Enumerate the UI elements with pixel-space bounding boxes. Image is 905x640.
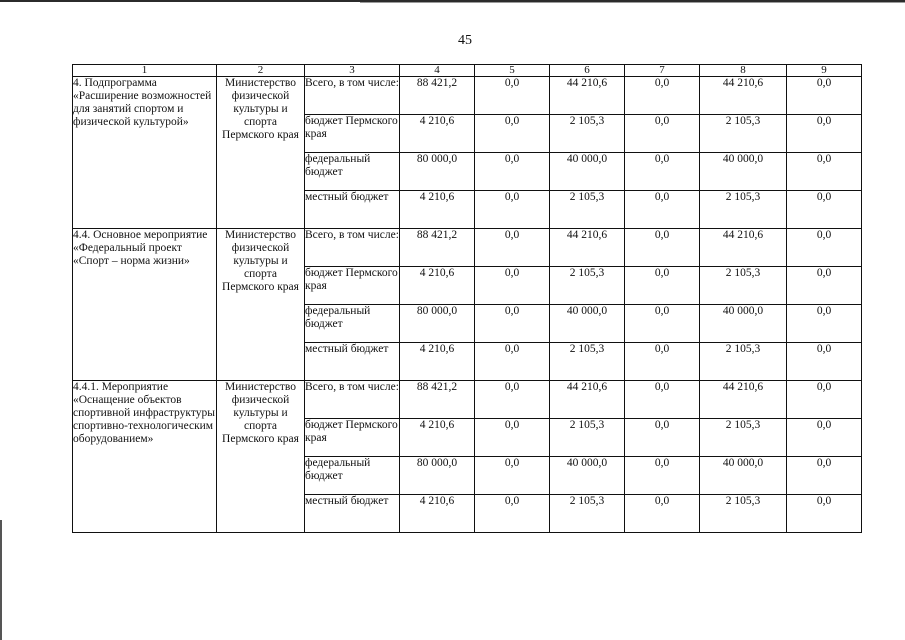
amount-cell: 2 105,3: [700, 115, 787, 153]
amount-cell: 0,0: [475, 153, 550, 191]
amount-cell: 80 000,0: [400, 305, 475, 343]
amount-cell: 2 105,3: [700, 267, 787, 305]
amount-cell: 2 105,3: [550, 115, 625, 153]
amount-cell: 0,0: [787, 457, 862, 495]
amount-cell: 4 210,6: [400, 419, 475, 457]
amount-cell: 40 000,0: [550, 457, 625, 495]
amount-cell: 0,0: [475, 343, 550, 381]
amount-cell: 0,0: [625, 153, 700, 191]
funding-source-cell: бюджет Пермского края: [305, 115, 400, 153]
amount-cell: 0,0: [787, 191, 862, 229]
amount-cell: 4 210,6: [400, 495, 475, 533]
amount-cell: 0,0: [625, 495, 700, 533]
amount-cell: 2 105,3: [700, 191, 787, 229]
amount-cell: 2 105,3: [550, 267, 625, 305]
amount-cell: 4 210,6: [400, 267, 475, 305]
amount-cell: 4 210,6: [400, 115, 475, 153]
page-number: 45: [458, 33, 472, 48]
column-number: 2: [217, 65, 305, 77]
amount-cell: 40 000,0: [550, 305, 625, 343]
amount-cell: 0,0: [787, 495, 862, 533]
amount-cell: 0,0: [475, 229, 550, 267]
amount-cell: 44 210,6: [700, 77, 787, 115]
amount-cell: 0,0: [475, 457, 550, 495]
funding-source-cell: местный бюджет: [305, 495, 400, 533]
funding-source-cell: федеральный бюджет: [305, 153, 400, 191]
amount-cell: 0,0: [475, 305, 550, 343]
funding-source-cell: бюджет Пермского края: [305, 419, 400, 457]
column-number: 3: [305, 65, 400, 77]
amount-cell: 0,0: [625, 343, 700, 381]
table-row: [73, 381, 862, 419]
amount-cell: 0,0: [787, 229, 862, 267]
amount-cell: 44 210,6: [550, 381, 625, 419]
amount-cell: 0,0: [625, 229, 700, 267]
amount-cell: 40 000,0: [700, 457, 787, 495]
table-row: [73, 229, 862, 267]
scan-edge-left: [0, 520, 2, 640]
executor-cell: Министерство физической культуры и спорта Пермского края: [217, 77, 305, 229]
amount-cell: 0,0: [475, 495, 550, 533]
amount-cell: 0,0: [475, 267, 550, 305]
program-name-cell: 4. Подпрограмма «Расширение возможностей для занятий спортом и физической культурой»: [73, 77, 217, 229]
amount-cell: 44 210,6: [700, 381, 787, 419]
column-number: 4: [400, 65, 475, 77]
amount-cell: 2 105,3: [550, 191, 625, 229]
funding-source-cell: федеральный бюджет: [305, 457, 400, 495]
funding-source-cell: Всего, в том числе:: [305, 77, 400, 115]
amount-cell: 2 105,3: [550, 419, 625, 457]
column-number: 6: [550, 65, 625, 77]
amount-cell: 0,0: [625, 419, 700, 457]
amount-cell: 80 000,0: [400, 457, 475, 495]
amount-cell: 0,0: [787, 267, 862, 305]
amount-cell: 88 421,2: [400, 381, 475, 419]
amount-cell: 0,0: [625, 191, 700, 229]
amount-cell: 88 421,2: [400, 77, 475, 115]
budget-table: [72, 64, 862, 533]
amount-cell: 0,0: [625, 457, 700, 495]
amount-cell: 80 000,0: [400, 153, 475, 191]
column-number: 8: [700, 65, 787, 77]
amount-cell: 0,0: [787, 343, 862, 381]
funding-source-cell: местный бюджет: [305, 191, 400, 229]
amount-cell: 88 421,2: [400, 229, 475, 267]
amount-cell: 0,0: [625, 267, 700, 305]
amount-cell: 2 105,3: [700, 419, 787, 457]
funding-source-cell: бюджет Пермского края: [305, 267, 400, 305]
amount-cell: 0,0: [475, 419, 550, 457]
amount-cell: 0,0: [475, 115, 550, 153]
table-row: [73, 77, 862, 115]
amount-cell: 0,0: [625, 305, 700, 343]
amount-cell: 0,0: [787, 381, 862, 419]
funding-source-cell: Всего, в том числе:: [305, 229, 400, 267]
amount-cell: 4 210,6: [400, 191, 475, 229]
amount-cell: 44 210,6: [700, 229, 787, 267]
executor-cell: Министерство физической культуры и спорта Пермского края: [217, 229, 305, 381]
program-name-cell: 4.4. Основное мероприятие «Федеральный проект «Спорт – норма жизни»: [73, 229, 217, 381]
column-number: 5: [475, 65, 550, 77]
funding-source-cell: местный бюджет: [305, 343, 400, 381]
amount-cell: 0,0: [625, 77, 700, 115]
amount-cell: 0,0: [787, 305, 862, 343]
funding-source-cell: федеральный бюджет: [305, 305, 400, 343]
amount-cell: 0,0: [787, 419, 862, 457]
amount-cell: 40 000,0: [700, 305, 787, 343]
column-number: 1: [73, 65, 217, 77]
amount-cell: 44 210,6: [550, 229, 625, 267]
amount-cell: 4 210,6: [400, 343, 475, 381]
amount-cell: 0,0: [787, 153, 862, 191]
amount-cell: 2 105,3: [700, 343, 787, 381]
amount-cell: 0,0: [625, 381, 700, 419]
column-number: 9: [787, 65, 862, 77]
amount-cell: 2 105,3: [700, 495, 787, 533]
funding-source-cell: Всего, в том числе:: [305, 381, 400, 419]
amount-cell: 44 210,6: [550, 77, 625, 115]
column-number-row: [73, 65, 862, 77]
amount-cell: 2 105,3: [550, 495, 625, 533]
amount-cell: 2 105,3: [550, 343, 625, 381]
amount-cell: 0,0: [625, 115, 700, 153]
amount-cell: 40 000,0: [550, 153, 625, 191]
amount-cell: 40 000,0: [700, 153, 787, 191]
executor-cell: Министерство физической культуры и спорта Пермского края: [217, 381, 305, 533]
program-name-cell: 4.4.1. Мероприятие «Оснащение объектов спортивной инфраструктуры спортивно-технологическим оборудованием»: [73, 381, 217, 533]
amount-cell: 0,0: [475, 77, 550, 115]
amount-cell: 0,0: [787, 115, 862, 153]
amount-cell: 0,0: [787, 77, 862, 115]
scan-edge-line: [360, 2, 905, 3]
amount-cell: 0,0: [475, 381, 550, 419]
column-number: 7: [625, 65, 700, 77]
amount-cell: 0,0: [475, 191, 550, 229]
